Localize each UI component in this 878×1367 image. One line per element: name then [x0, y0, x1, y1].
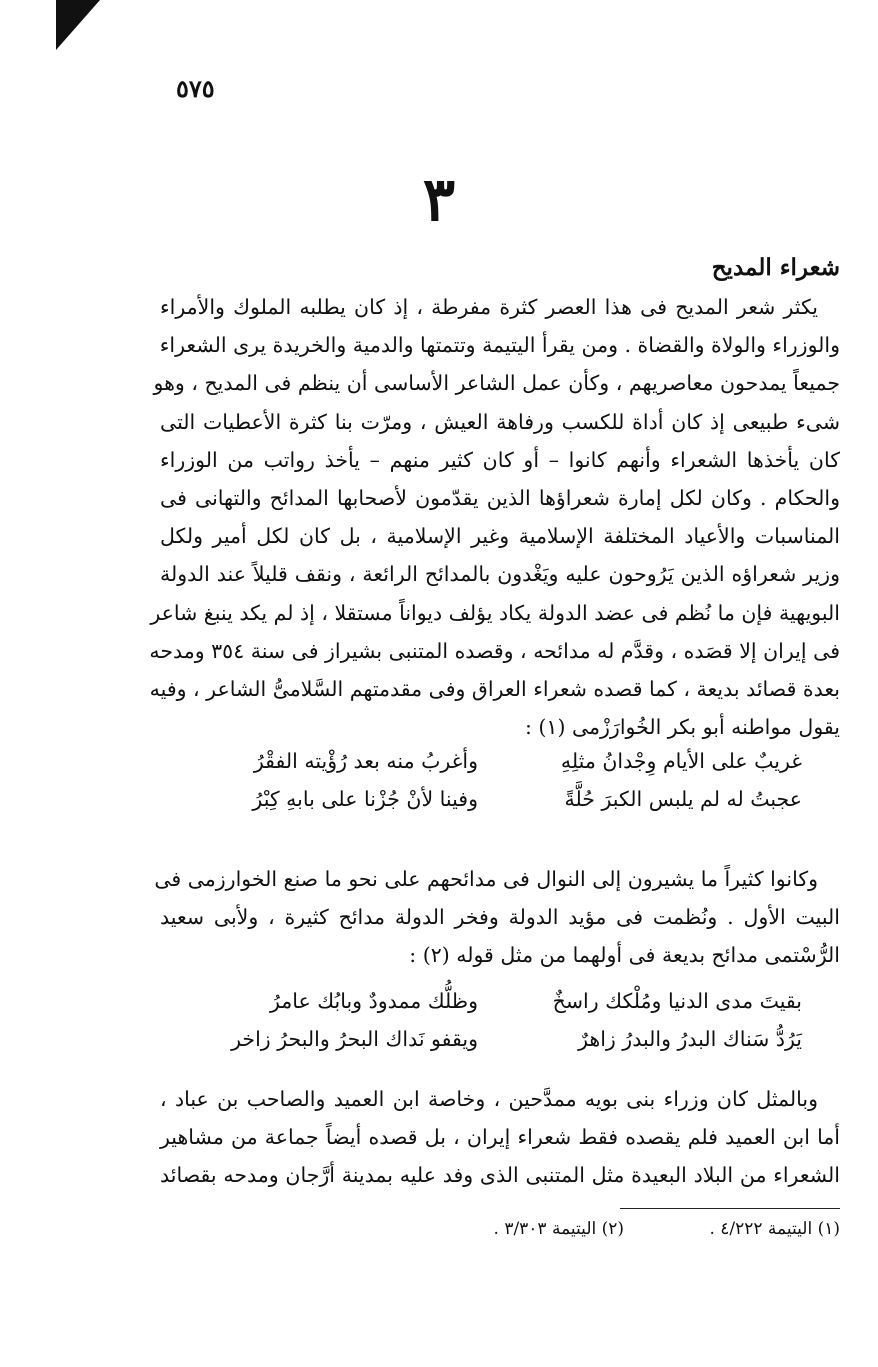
verse-hemistich: وظلُّك ممدودٌ وبابُك عامرُ	[269, 989, 478, 1013]
footnotes	[300, 1219, 840, 1239]
text-line: والوزراء والولاة والقضاة . ومن يقرأ اليتيمة وتتمتها والدمية والخريدة يرى الشعراء	[159, 333, 840, 358]
text-line: وكانوا كثيراً ما يشيرون إلى النوال فى مدائحهم على نحو ما صنع الخوارزمى فى	[154, 867, 818, 891]
text-line: جميعاً يمدحون معاصريهم ، وكأن عمل الشاعر الأساسى أن ينظم فى المديح ، وهو	[153, 371, 840, 396]
text-line: والحكام . وكان لكل إمارة شعراؤها الذين يقدّمون لأصحابها المدائح والتهانى فى	[160, 485, 840, 510]
chapter-number: ٣	[422, 165, 456, 235]
text-line: يكثر شعر المديح فى هذا العصر كثرة مفرطة ، إذ كان يطلبه الملوك والأمراء	[160, 295, 818, 319]
verse-hemistich: وأغربُ منه بعد رُؤْيته الفقْرُ	[253, 749, 478, 773]
verse-hemistich: عجبتُ له لم يلبس الكبرَ حُلَّةً	[564, 787, 802, 811]
page-number: ٥٧٥	[176, 74, 215, 103]
verse-hemistich: بقيتَ مدى الدنيا ومُلْكك راسخٌ	[552, 989, 802, 1013]
text-line: أما ابن العميد فلم يقصده فقط شعراء إيران ، بل قصده أيضاً جماعة من مشاهير	[160, 1125, 840, 1150]
paragraph-2	[154, 860, 840, 975]
verse-hemistich: وفينا لأنْ جُزْنا على بابهِ كِبْرُ	[252, 787, 478, 811]
text-line: البويهية فإن ما نُظم فى عضد الدولة يكاد يؤلف ديواناً مستقلا ، إذ لم يكد ينبغ شاعر	[150, 600, 840, 625]
page-corner-mark	[56, 0, 100, 50]
verse-block-2	[0, 982, 878, 1062]
text-line: وزير شعراؤه الذين يَرُوحون عليه ويَغْدون بالمدائح الرائعة ، ونقف قليلاً عند الدولة	[160, 562, 840, 587]
section-title: شعراء المديح	[711, 254, 840, 281]
verse-block-1	[0, 742, 878, 822]
text-line: بعدة قصائد بديعة ، كما قصده شعراء العراق وفى مقدمتهم السَّلامىُّ الشاعر ، وفيه	[149, 676, 840, 701]
text-line: الشعراء من البلاد البعيدة مثل المتنبى الذى وفد عليه بمدينة أرَّجان ومدحه بقصائد	[160, 1163, 840, 1188]
verse-hemistich: غريبٌ على الأيام وِجْدانُ مثلِهِ	[560, 749, 802, 773]
text-line: شىء طبيعى إذ كان أداة للكسب ورفاهة العيش ، ومرّت بنا كثرة الأعطيات التى	[160, 409, 840, 434]
text-line: يقول مواطنه أبو بكر الخُوارَزْمى (١) :	[525, 715, 840, 740]
text-line: البيت الأول . ونُظمت فى مؤيد الدولة وفخر الدولة مدائح كثيرة ، ولأبى سعيد	[160, 905, 840, 930]
text-line: الرُّسْتمى مدائح بديعة فى أولهما من مثل قوله (٢) :	[409, 943, 840, 968]
footnote-1: (١) اليتيمة ٤/٢٢٢ .	[709, 1219, 840, 1239]
text-line: المناسبات والأعياد المختلفة الإسلامية وغير الإسلامية ، بل كان لكل أمير ولكل	[160, 524, 840, 549]
paragraph-1	[149, 288, 840, 746]
footnote-divider	[620, 1208, 840, 1209]
text-line: وبالمثل كان وزراء بنى بويه ممدَّحين ، وخاصة ابن العميد والصاحب بن عباد ،	[160, 1087, 818, 1111]
footnote-2: (٢) اليتيمة ٣/٣٠٣ .	[493, 1219, 625, 1239]
verse-hemistich: ويقفو نَداك البحرُ والبحرُ زاخر	[231, 1027, 478, 1051]
verse-hemistich: يَرُدُّ سَناك البدرُ والبدرُ زاهرٌ	[578, 1027, 802, 1051]
text-line: فى إيران إلا قصَده ، وقدَّم له مدائحه ، وقصده المتنبى بشيراز فى سنة ٣٥٤ ومدحه	[149, 638, 840, 663]
paragraph-3	[160, 1080, 840, 1195]
text-line: كان يأخذها الشعراء وأنهم كانوا – أو كان كثير منهم – يأخذ رواتب من الوزراء	[160, 447, 840, 472]
